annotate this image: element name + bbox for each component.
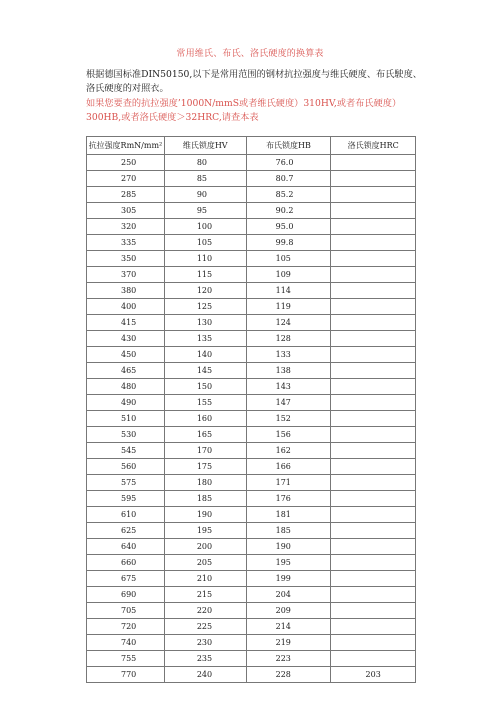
cell-rockwell	[331, 347, 416, 363]
table-row	[87, 251, 416, 267]
cell-brinell: 228	[246, 667, 331, 683]
cell-rockwell	[331, 523, 416, 539]
cell-vickers: 140	[164, 347, 246, 363]
cell-tensile-strength: 480	[87, 379, 165, 395]
cell-rockwell	[331, 475, 416, 491]
intro-paragraph: 根据德国标准DIN50150,以下是常用范围的钢材抗拉强度与维氏硬度、布氏駛度、洛氏硬度的对照衣。	[86, 69, 422, 94]
cell-vickers: 215	[164, 587, 246, 603]
cell-vickers: 120	[164, 283, 246, 299]
cell-rockwell	[331, 379, 416, 395]
cell-vickers: 205	[164, 555, 246, 571]
cell-tensile-strength: 320	[87, 219, 165, 235]
cell-vickers: 175	[164, 459, 246, 475]
cell-brinell: 143	[246, 379, 331, 395]
table-row	[87, 459, 416, 475]
cell-tensile-strength: 770	[87, 667, 165, 683]
table-row	[87, 555, 416, 571]
cell-rockwell	[331, 571, 416, 587]
table-row	[87, 363, 416, 379]
cell-tensile-strength: 450	[87, 347, 165, 363]
cell-vickers: 85	[164, 171, 246, 187]
table-row	[87, 507, 416, 523]
cell-rockwell: 203	[331, 667, 416, 683]
cell-brinell: 181	[246, 507, 331, 523]
cell-vickers: 80	[164, 155, 246, 171]
cell-brinell: 85.2	[246, 187, 331, 203]
cell-brinell: 133	[246, 347, 331, 363]
cell-tensile-strength: 595	[87, 491, 165, 507]
cell-tensile-strength: 400	[87, 299, 165, 315]
cell-tensile-strength: 660	[87, 555, 165, 571]
table-row	[87, 651, 416, 667]
table-row	[87, 155, 416, 171]
cell-brinell: 124	[246, 315, 331, 331]
cell-tensile-strength: 705	[87, 603, 165, 619]
table-row	[87, 427, 416, 443]
cell-brinell: 156	[246, 427, 331, 443]
cell-rockwell	[331, 411, 416, 427]
cell-rockwell	[331, 187, 416, 203]
table-row	[87, 667, 416, 683]
cell-tensile-strength: 675	[87, 571, 165, 587]
cell-brinell: 95.0	[246, 219, 331, 235]
cell-rockwell	[331, 331, 416, 347]
header-vickers: 维氏锁度HV	[164, 137, 246, 155]
cell-brinell: 185	[246, 523, 331, 539]
cell-tensile-strength: 625	[87, 523, 165, 539]
table-row	[87, 587, 416, 603]
table-row	[87, 187, 416, 203]
cell-brinell: 219	[246, 635, 331, 651]
table-row	[87, 219, 416, 235]
cell-vickers: 185	[164, 491, 246, 507]
cell-brinell: 152	[246, 411, 331, 427]
cell-tensile-strength: 250	[87, 155, 165, 171]
cell-vickers: 230	[164, 635, 246, 651]
cell-vickers: 200	[164, 539, 246, 555]
cell-vickers: 170	[164, 443, 246, 459]
cell-tensile-strength: 575	[87, 475, 165, 491]
cell-tensile-strength: 755	[87, 651, 165, 667]
cell-rockwell	[331, 363, 416, 379]
cell-vickers: 115	[164, 267, 246, 283]
cell-tensile-strength: 740	[87, 635, 165, 651]
cell-tensile-strength: 335	[87, 235, 165, 251]
table-row	[87, 171, 416, 187]
cell-brinell: 99.8	[246, 235, 331, 251]
cell-rockwell	[331, 299, 416, 315]
cell-brinell: 105	[246, 251, 331, 267]
table-row	[87, 347, 416, 363]
cell-rockwell	[331, 539, 416, 555]
hardness-conversion-table	[86, 136, 416, 683]
cell-tensile-strength: 370	[87, 267, 165, 283]
table-row	[87, 283, 416, 299]
cell-brinell: 214	[246, 619, 331, 635]
cell-vickers: 95	[164, 203, 246, 219]
cell-vickers: 190	[164, 507, 246, 523]
document-title: 常用维氏、布氏、洛氏硬度的换算表	[176, 49, 324, 59]
table-row	[87, 619, 416, 635]
header-tensile-strength: 抗拉强度RmN/mm²	[87, 137, 165, 155]
cell-vickers: 100	[164, 219, 246, 235]
cell-vickers: 110	[164, 251, 246, 267]
table-row	[87, 571, 416, 587]
cell-brinell: 209	[246, 603, 331, 619]
cell-vickers: 210	[164, 571, 246, 587]
cell-vickers: 160	[164, 411, 246, 427]
cell-vickers: 180	[164, 475, 246, 491]
cell-brinell: 166	[246, 459, 331, 475]
header-brinell: 布氏锁度HB	[246, 137, 331, 155]
cell-tensile-strength: 545	[87, 443, 165, 459]
table-row	[87, 603, 416, 619]
cell-tensile-strength: 430	[87, 331, 165, 347]
cell-tensile-strength: 490	[87, 395, 165, 411]
table-row	[87, 331, 416, 347]
table-row	[87, 395, 416, 411]
cell-tensile-strength: 285	[87, 187, 165, 203]
cell-tensile-strength: 350	[87, 251, 165, 267]
cell-brinell: 128	[246, 331, 331, 347]
cell-rockwell	[331, 315, 416, 331]
cell-tensile-strength: 270	[87, 171, 165, 187]
cell-vickers: 165	[164, 427, 246, 443]
cell-brinell: 190	[246, 539, 331, 555]
cell-rockwell	[331, 635, 416, 651]
cell-rockwell	[331, 459, 416, 475]
cell-tensile-strength: 560	[87, 459, 165, 475]
cell-rockwell	[331, 443, 416, 459]
cell-brinell: 90.2	[246, 203, 331, 219]
cell-tensile-strength: 720	[87, 619, 165, 635]
cell-rockwell	[331, 587, 416, 603]
cell-vickers: 105	[164, 235, 246, 251]
cell-brinell: 147	[246, 395, 331, 411]
cell-vickers: 130	[164, 315, 246, 331]
cell-rockwell	[331, 235, 416, 251]
cell-rockwell	[331, 251, 416, 267]
table-body	[87, 155, 416, 683]
cell-tensile-strength: 610	[87, 507, 165, 523]
cell-tensile-strength: 465	[87, 363, 165, 379]
cell-vickers: 90	[164, 187, 246, 203]
cell-vickers: 220	[164, 603, 246, 619]
cell-tensile-strength: 640	[87, 539, 165, 555]
cell-brinell: 195	[246, 555, 331, 571]
table-row	[87, 475, 416, 491]
cell-rockwell	[331, 603, 416, 619]
cell-rockwell	[331, 507, 416, 523]
cell-vickers: 135	[164, 331, 246, 347]
cell-brinell: 114	[246, 283, 331, 299]
cell-brinell: 162	[246, 443, 331, 459]
cell-rockwell	[331, 203, 416, 219]
cell-tensile-strength: 415	[87, 315, 165, 331]
cell-brinell: 119	[246, 299, 331, 315]
cell-brinell: 138	[246, 363, 331, 379]
cell-brinell: 109	[246, 267, 331, 283]
table-row	[87, 443, 416, 459]
cell-tensile-strength: 690	[87, 587, 165, 603]
table-row	[87, 299, 416, 315]
cell-rockwell	[331, 283, 416, 299]
cell-rockwell	[331, 155, 416, 171]
cell-rockwell	[331, 267, 416, 283]
table-row	[87, 635, 416, 651]
cell-vickers: 240	[164, 667, 246, 683]
table-row	[87, 379, 416, 395]
table-row	[87, 203, 416, 219]
cell-rockwell	[331, 395, 416, 411]
cell-brinell: 76.0	[246, 155, 331, 171]
cell-tensile-strength: 510	[87, 411, 165, 427]
table-row	[87, 315, 416, 331]
table-row	[87, 235, 416, 251]
cell-brinell: 204	[246, 587, 331, 603]
cell-vickers: 235	[164, 651, 246, 667]
cell-brinell: 223	[246, 651, 331, 667]
cell-vickers: 195	[164, 523, 246, 539]
cell-vickers: 145	[164, 363, 246, 379]
cell-rockwell	[331, 491, 416, 507]
cell-vickers: 125	[164, 299, 246, 315]
note-paragraph: 如果您要查的抗拉强度’1000N/mmS或者维氏硬度）310HV,或者布氏硬度）300HB,或者洛氏硬度＞32HRC,请查本表	[86, 98, 402, 123]
cell-rockwell	[331, 651, 416, 667]
cell-rockwell	[331, 555, 416, 571]
table-row	[87, 411, 416, 427]
cell-tensile-strength: 305	[87, 203, 165, 219]
cell-brinell: 80.7	[246, 171, 331, 187]
cell-rockwell	[331, 219, 416, 235]
cell-tensile-strength: 380	[87, 283, 165, 299]
cell-tensile-strength: 530	[87, 427, 165, 443]
cell-vickers: 150	[164, 379, 246, 395]
cell-brinell: 171	[246, 475, 331, 491]
table-row	[87, 267, 416, 283]
cell-rockwell	[331, 619, 416, 635]
cell-rockwell	[331, 171, 416, 187]
cell-vickers: 225	[164, 619, 246, 635]
table-row	[87, 523, 416, 539]
cell-vickers: 155	[164, 395, 246, 411]
table-header-row	[87, 137, 416, 155]
cell-brinell: 199	[246, 571, 331, 587]
table-row	[87, 539, 416, 555]
cell-brinell: 176	[246, 491, 331, 507]
cell-rockwell	[331, 427, 416, 443]
table-row	[87, 491, 416, 507]
header-rockwell: 洛氏锁度HRC	[331, 137, 416, 155]
